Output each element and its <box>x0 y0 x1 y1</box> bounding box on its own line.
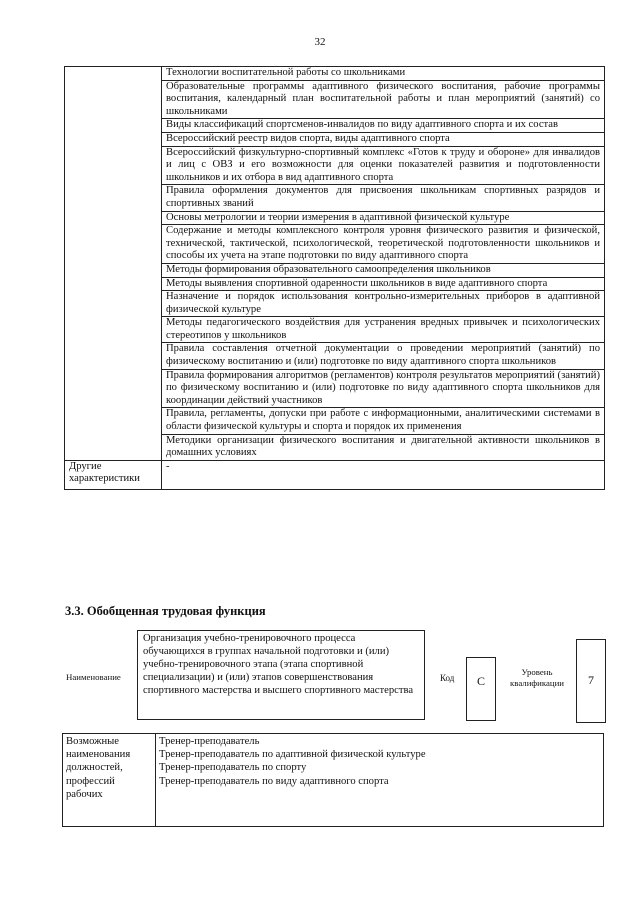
knowledge-item: Виды классификаций спортсменов-инвалидов по виду адаптивного спорта и их состав <box>162 119 605 133</box>
positions-label: Возможные наименования должностей, профессий рабочих <box>63 734 156 827</box>
other-characteristics-label: Другие характеристики <box>65 460 162 489</box>
name-label: Наименование <box>66 672 121 682</box>
position-item: Тренер-преподаватель по спорту <box>159 762 307 774</box>
knowledge-label-cell <box>65 67 162 461</box>
knowledge-item: Основы метрологии и теории измерения в адаптивной физической культуре <box>162 211 605 225</box>
knowledge-item: Всероссийский физкультурно-спортивный комплекс «Готов к труду и обороне» для инвалидов и лиц с ОВЗ и его возможности для оценки показателей развития и подготовленности школьников и их отбора в вид адаптивного спорта <box>162 146 605 185</box>
table-row <box>65 460 605 489</box>
table-row <box>63 734 604 827</box>
qualification-level-box: 7 <box>576 639 606 723</box>
knowledge-item: Методы педагогического воздействия для устранения вредных привычек и психологических стереотипов у школьников <box>162 317 605 343</box>
positions-table <box>62 733 604 827</box>
positions-list <box>156 734 604 827</box>
page-number: 32 <box>314 36 326 48</box>
knowledge-item: Технологии воспитательной работы со школьниками <box>162 67 605 81</box>
knowledge-item: Всероссийский реестр видов спорта, виды адаптивного спорта <box>162 132 605 146</box>
table-row <box>65 67 605 81</box>
function-name-box: Организация учебно-тренировочного процесса обучающихся в группах начальной подготовки и (или) учебно-тренировочного этапа (этапа спортивной специализации) и (или) этапов совершенствования спортивного мастерства и высшего спортивного мастерства <box>137 630 425 720</box>
position-item: Тренер-преподаватель по виду адаптивного спорта <box>159 775 389 787</box>
knowledge-item: Правила формирования алгоритмов (регламентов) контроля результатов мероприятий (занятий) по физическому воспитанию и (или) подготовке по виду адаптивного спорта школьников для координации действий участников <box>162 369 605 408</box>
knowledge-item: Правила, регламенты, допуски при работе с информационными, аналитическими системами в области физической культуры и спорта и порядок их применения <box>162 408 605 434</box>
knowledge-item: Назначение и порядок использования контрольно-измерительных приборов в адаптивной физической культуре <box>162 291 605 317</box>
code-label: Код <box>440 673 455 683</box>
qualification-level-label: Уровень квалификации <box>510 667 564 688</box>
other-characteristics-value: - <box>162 460 605 489</box>
knowledge-item: Методы выявления спортивной одаренности школьников в виде адаптивного спорта <box>162 277 605 291</box>
section-heading: 3.3. Обобщенная трудовая функция <box>65 604 266 618</box>
knowledge-item: Содержание и методы комплексного контроля уровня физического развития и физической, технической, тактической, психологической, теоретической подготовленности школьников и способы их учета на этапе подготовки по виду адаптивного спорта <box>162 225 605 264</box>
code-value-box: C <box>466 657 496 721</box>
knowledge-item: Методы формирования образовательного самоопределения школьников <box>162 263 605 277</box>
position-item: Тренер-преподаватель по адаптивной физической культуре <box>159 749 426 761</box>
position-item: Тренер-преподаватель <box>159 736 260 747</box>
knowledge-item: Методики организации физического воспитания и двигательной активности школьников в домашних условиях <box>162 434 605 460</box>
knowledge-item: Образовательные программы адаптивного физического воспитания, рабочие программы воспитания, календарный план воспитательной работы и план мероприятий (занятий) со школьниками <box>162 80 605 119</box>
knowledge-item: Правила оформления документов для присвоения школьникам спортивных разрядов и спортивных званий <box>162 185 605 211</box>
knowledge-item: Правила составления отчетной документации о проведении мероприятий (занятий) по физическому воспитанию и (или) подготовке по виду адаптивного спорта школьников <box>162 343 605 369</box>
knowledge-requirements-table <box>64 66 605 490</box>
